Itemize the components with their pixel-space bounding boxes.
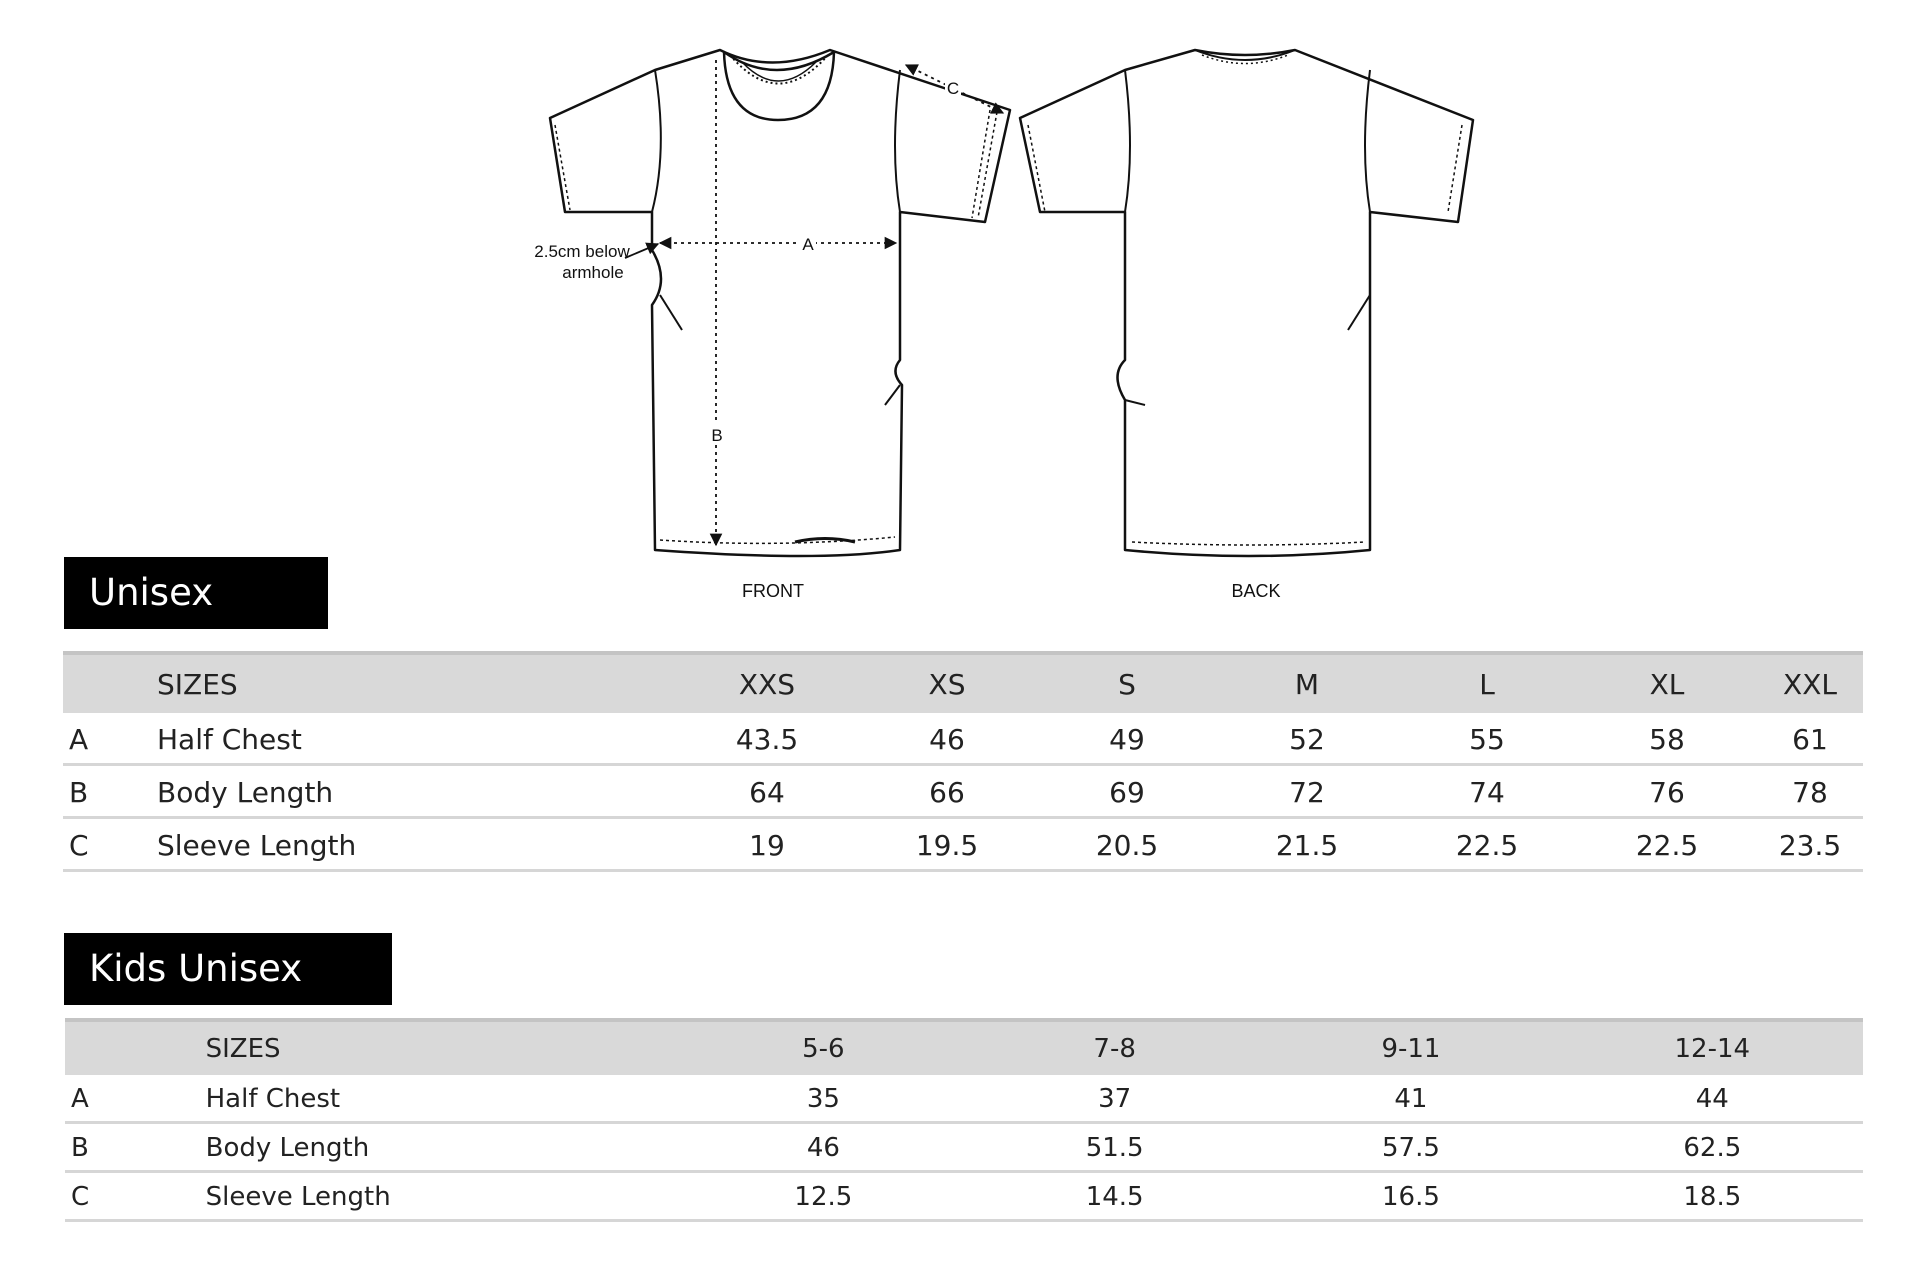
row-letter: A	[65, 1075, 206, 1123]
table-cell: 66	[857, 765, 1037, 818]
table-cell: 12.5	[678, 1172, 969, 1221]
tshirt-diagram	[0, 0, 1920, 620]
table-cell: 72	[1217, 765, 1397, 818]
table-cell: 52	[1217, 713, 1397, 765]
kids-section-title: Kids Unisex	[64, 933, 392, 1005]
table-cell: 18.5	[1562, 1172, 1863, 1221]
table-cell: 46	[857, 713, 1037, 765]
size-header: S	[1037, 653, 1217, 713]
table-cell: 19	[677, 818, 857, 871]
row-label: Half Chest	[157, 713, 677, 765]
table-cell: 46	[678, 1123, 969, 1172]
row-label: Sleeve Length	[157, 818, 677, 871]
unisex-section-title: Unisex	[64, 557, 328, 629]
row-letter: C	[63, 818, 157, 871]
marker-c: C	[946, 79, 960, 98]
table-row	[63, 765, 1863, 818]
table-cell: 57.5	[1260, 1123, 1561, 1172]
size-header: XXS	[677, 653, 857, 713]
size-header: XS	[857, 653, 1037, 713]
table-row	[63, 713, 1863, 765]
size-header: 12-14	[1562, 1020, 1863, 1075]
table-cell: 22.5	[1397, 818, 1577, 871]
armhole-note-line2: armhole	[562, 263, 624, 282]
table-cell: 76	[1577, 765, 1757, 818]
table-row	[65, 1123, 1863, 1172]
table-cell: 35	[678, 1075, 969, 1123]
front-label: FRONT	[742, 581, 804, 601]
size-header: 9-11	[1260, 1020, 1561, 1075]
size-header: XL	[1577, 653, 1757, 713]
table-cell: 20.5	[1037, 818, 1217, 871]
table-cell: 41	[1260, 1075, 1561, 1123]
table-cell: 23.5	[1757, 818, 1863, 871]
sizes-header: SIZES	[157, 653, 677, 713]
table-cell: 22.5	[1577, 818, 1757, 871]
table-header-row	[63, 653, 1863, 713]
marker-b: B	[711, 426, 723, 445]
table-cell: 78	[1757, 765, 1863, 818]
size-header: 5-6	[678, 1020, 969, 1075]
table-cell: 21.5	[1217, 818, 1397, 871]
table-row	[65, 1172, 1863, 1221]
row-letter: B	[63, 765, 157, 818]
unisex-size-table	[63, 651, 1863, 872]
table-cell: 64	[677, 765, 857, 818]
table-cell: 37	[969, 1075, 1260, 1123]
back-label: BACK	[1231, 581, 1281, 601]
kids-size-table	[65, 1018, 1863, 1222]
table-row	[65, 1075, 1863, 1123]
marker-a: A	[802, 235, 814, 254]
sizes-header: SIZES	[206, 1020, 678, 1075]
size-header: M	[1217, 653, 1397, 713]
table-row	[63, 818, 1863, 871]
table-cell: 43.5	[677, 713, 857, 765]
size-header: XXL	[1757, 653, 1863, 713]
table-cell: 51.5	[969, 1123, 1260, 1172]
table-cell: 55	[1397, 713, 1577, 765]
table-cell: 61	[1757, 713, 1863, 765]
table-cell: 16.5	[1260, 1172, 1561, 1221]
table-cell: 58	[1577, 713, 1757, 765]
table-header-row	[65, 1020, 1863, 1075]
table-cell: 44	[1562, 1075, 1863, 1123]
row-letter: B	[65, 1123, 206, 1172]
table-cell: 19.5	[857, 818, 1037, 871]
size-header: L	[1397, 653, 1577, 713]
row-label: Half Chest	[206, 1075, 678, 1123]
size-header: 7-8	[969, 1020, 1260, 1075]
table-cell: 14.5	[969, 1172, 1260, 1221]
table-cell: 62.5	[1562, 1123, 1863, 1172]
back-shirt-drawing	[1020, 50, 1473, 556]
table-cell: 74	[1397, 765, 1577, 818]
row-label: Sleeve Length	[206, 1172, 678, 1221]
row-letter: C	[65, 1172, 206, 1221]
row-label: Body Length	[157, 765, 677, 818]
front-shirt-drawing	[550, 50, 1010, 556]
armhole-note-line1: 2.5cm below	[534, 242, 630, 261]
row-label: Body Length	[206, 1123, 678, 1172]
table-cell: 69	[1037, 765, 1217, 818]
table-cell: 49	[1037, 713, 1217, 765]
row-letter: A	[63, 713, 157, 765]
